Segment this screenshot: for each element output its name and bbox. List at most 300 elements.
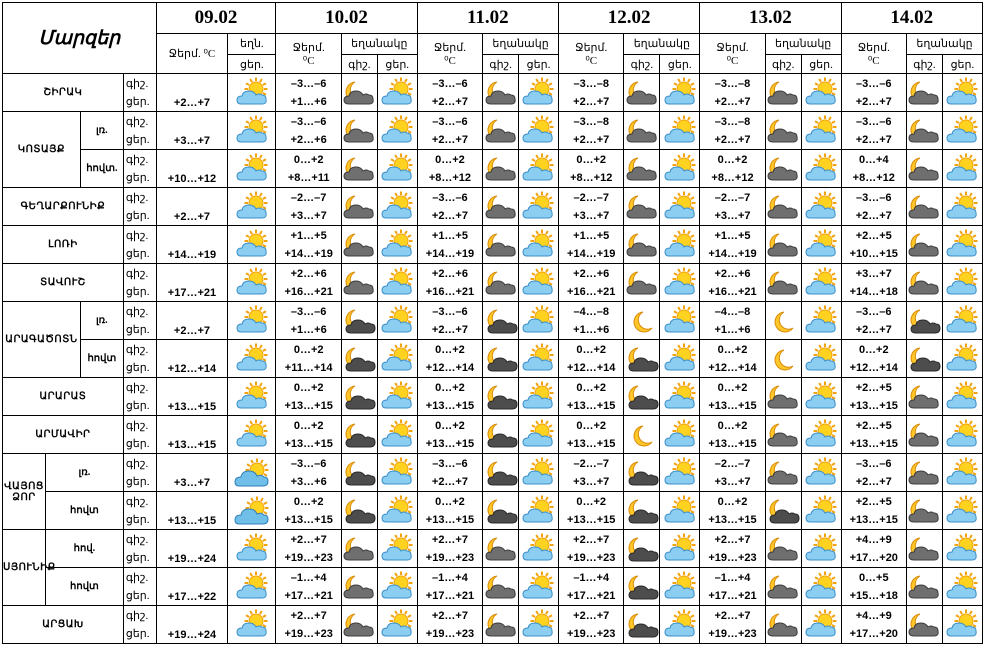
temperature-value: 0…+2 +13…+15	[700, 378, 766, 416]
moon-cloud-icon	[624, 340, 660, 378]
temperature-value: +17…+22	[156, 568, 228, 606]
time-of-day-labels: գիշ. ցեր.	[123, 74, 156, 112]
temperature-value: 0…+2 +13…+15	[417, 416, 483, 454]
sun-cloud-icon	[942, 264, 982, 302]
night-subheader: գիշ.	[765, 55, 801, 74]
temperature-value: 0…+2 +11…+14	[276, 340, 342, 378]
moon-cloud-icon	[341, 492, 377, 530]
sun-cloud-icon	[228, 340, 276, 378]
region-name: ԿՈՏԱՅՔ	[3, 112, 81, 188]
time-of-day-labels: գիշ. ցեր.	[123, 150, 156, 188]
sun-cloud-icon	[660, 226, 700, 264]
region-name: ՎԱՅՈՑ ՁՈՐ	[3, 454, 46, 530]
sun-cloud-icon	[660, 340, 700, 378]
region-name: ԱՐԱԳԱԾՈՏՆ	[3, 302, 81, 378]
time-of-day-labels: գիշ. ցեր.	[123, 340, 156, 378]
moon-cloud-icon	[907, 340, 943, 378]
moon-cloud-icon	[765, 378, 801, 416]
temperature-value: +1…+5 +14…+19	[417, 226, 483, 264]
sun-cloud-icon	[660, 188, 700, 226]
temperature-value: –2…–7 +3…+7	[276, 188, 342, 226]
sun-cloud-icon	[801, 264, 841, 302]
cloud-sun-icon	[228, 492, 276, 530]
moon-cloud-icon	[907, 302, 943, 340]
moon-cloud-icon	[765, 416, 801, 454]
weather-header: եղանակը	[624, 34, 700, 55]
table-row	[3, 302, 983, 340]
moon-cloud-icon	[483, 340, 519, 378]
time-of-day-labels: գիշ. ցեր.	[123, 416, 156, 454]
temperature-value: +3…+7	[156, 112, 228, 150]
region-subzone: հովտ	[46, 492, 124, 530]
sun-cloud-icon	[801, 74, 841, 112]
temperature-value: +2…+7 +19…+23	[276, 606, 342, 644]
temperature-value: 0…+2 +13…+15	[417, 492, 483, 530]
sun-cloud-icon	[660, 606, 700, 644]
temperature-value: +2…+7 +19…+23	[417, 606, 483, 644]
sun-cloud-icon	[377, 226, 417, 264]
weather-header: եղանակը	[483, 34, 559, 55]
sun-cloud-icon	[228, 302, 276, 340]
temp-header: Ջերմ. ⁰C	[156, 34, 228, 74]
moon-cloud-icon	[624, 112, 660, 150]
time-of-day-labels: գիշ. ցեր.	[123, 492, 156, 530]
moon-cloud-icon	[483, 188, 519, 226]
moon-cloud-icon	[907, 226, 943, 264]
region-name: ՏԱՎՈՒՇ	[3, 264, 124, 302]
sun-cloud-icon	[801, 188, 841, 226]
moon-cloud-icon	[907, 492, 943, 530]
moon-cloud-icon	[341, 302, 377, 340]
sun-cloud-icon	[660, 492, 700, 530]
temperature-value: –3…–6 +1…+6	[276, 302, 342, 340]
moon-cloud-icon	[907, 264, 943, 302]
sun-cloud-icon	[228, 606, 276, 644]
temperature-value: –3…–6 +2…+7	[841, 112, 907, 150]
sun-cloud-icon	[377, 112, 417, 150]
temperature-value: +2…+5 +13…+15	[841, 416, 907, 454]
temperature-value: –3…–6 +2…+7	[841, 302, 907, 340]
moon-cloud-icon	[624, 226, 660, 264]
moon-cloud-icon	[765, 226, 801, 264]
sun-cloud-icon	[519, 226, 559, 264]
moon-cloud-icon	[624, 302, 660, 340]
sun-cloud-icon	[377, 378, 417, 416]
night-subheader: գիշ.	[907, 55, 943, 74]
night-subheader: գիշ.	[624, 55, 660, 74]
sun-cloud-icon	[801, 530, 841, 568]
region-name: ԱՐՑԱԽ	[3, 606, 124, 644]
temperature-value: 0…+5 +15…+18	[841, 568, 907, 606]
day-subheader: ցեր.	[801, 55, 841, 74]
moon-cloud-icon	[341, 454, 377, 492]
moon-cloud-icon	[483, 378, 519, 416]
temperature-value: –3…–6 +2…+7	[417, 74, 483, 112]
sun-cloud-icon	[660, 454, 700, 492]
temperature-value: –3…–6 +1…+6	[276, 74, 342, 112]
temperature-value: –3…–8 +2…+7	[700, 112, 766, 150]
temperature-value: –3…–6 +2…+6	[276, 112, 342, 150]
temperature-value: 0…+2 +12…+14	[700, 340, 766, 378]
sun-cloud-icon	[228, 226, 276, 264]
sun-cloud-icon	[377, 492, 417, 530]
temperature-value: 0…+4 +8…+12	[841, 150, 907, 188]
temperature-value: +14…+19	[156, 226, 228, 264]
moon-cloud-icon	[765, 606, 801, 644]
moon-cloud-icon	[341, 74, 377, 112]
table-row	[3, 568, 983, 606]
sun-cloud-icon	[801, 606, 841, 644]
sun-cloud-icon	[942, 74, 982, 112]
sun-cloud-icon	[801, 416, 841, 454]
sun-cloud-icon	[660, 74, 700, 112]
temperature-value: –2…–7 +3…+7	[700, 188, 766, 226]
temperature-value: +19…+24	[156, 530, 228, 568]
sun-cloud-icon	[519, 340, 559, 378]
temperature-value: –3…–6 +2…+7	[417, 112, 483, 150]
region-name: ՍՅՈՒՆԻՔ	[3, 530, 46, 606]
sun-cloud-icon	[228, 112, 276, 150]
temperature-value: –3…–8 +2…+7	[558, 112, 624, 150]
moon-cloud-icon	[907, 378, 943, 416]
sun-cloud-icon	[801, 378, 841, 416]
temperature-value: –1…+4 +17…+21	[417, 568, 483, 606]
temperature-value: +2…+7 +19…+23	[700, 606, 766, 644]
weather-header: եղանակը	[341, 34, 417, 55]
table-row	[3, 264, 983, 302]
table-title: Մարզեր	[3, 3, 157, 74]
temperature-value: +2…+6 +16…+21	[276, 264, 342, 302]
table-row	[3, 606, 983, 644]
moon-cloud-icon	[483, 264, 519, 302]
sun-cloud-icon	[801, 492, 841, 530]
weather-header: եղանակը	[907, 34, 983, 55]
region-subzone: հովտ	[46, 568, 124, 606]
temperature-value: +2…+6 +16…+21	[417, 264, 483, 302]
moon-cloud-icon	[907, 568, 943, 606]
temperature-value: 0…+2 +13…+15	[558, 492, 624, 530]
time-of-day-labels: գիշ. ցեր.	[123, 378, 156, 416]
temp-header: Ջերմ. ⁰C	[558, 34, 624, 74]
temp-header: Ջերմ. ⁰C	[276, 34, 342, 74]
temperature-value: +17…+21	[156, 264, 228, 302]
moon-cloud-icon	[765, 188, 801, 226]
temperature-value: 0…+2 +13…+15	[276, 492, 342, 530]
moon-cloud-icon	[483, 302, 519, 340]
date-header: 12.02	[558, 3, 699, 34]
sun-cloud-icon	[801, 112, 841, 150]
moon-cloud-icon	[907, 454, 943, 492]
moon-cloud-icon	[624, 492, 660, 530]
sun-cloud-icon	[519, 74, 559, 112]
sun-cloud-icon	[660, 302, 700, 340]
moon-cloud-icon	[765, 530, 801, 568]
sun-cloud-icon	[942, 568, 982, 606]
sun-cloud-icon	[660, 416, 700, 454]
moon-cloud-icon	[765, 74, 801, 112]
time-of-day-labels: գիշ. ցեր.	[123, 226, 156, 264]
temperature-value: –2…–7 +3…+7	[700, 454, 766, 492]
temperature-value: +3…+7	[156, 454, 228, 492]
moon-cloud-icon	[483, 530, 519, 568]
sun-cloud-icon	[377, 264, 417, 302]
temperature-value: 0…+2 +13…+15	[558, 416, 624, 454]
sun-cloud-icon	[377, 150, 417, 188]
temperature-value: +3…+7 +14…+18	[841, 264, 907, 302]
moon-cloud-icon	[483, 226, 519, 264]
sun-cloud-icon	[942, 226, 982, 264]
sun-cloud-icon	[519, 606, 559, 644]
day-subheader: ցեր.	[519, 55, 559, 74]
sun-cloud-icon	[519, 150, 559, 188]
forecast-body	[3, 74, 983, 644]
temperature-value: –3…–8 +2…+7	[700, 74, 766, 112]
temperature-value: 0…+2 +8…+12	[417, 150, 483, 188]
temperature-value: +1…+5 +14…+19	[558, 226, 624, 264]
time-of-day-labels: գիշ. ցեր.	[123, 568, 156, 606]
time-of-day-labels: գիշ. ցեր.	[123, 112, 156, 150]
temperature-value: 0…+2 +12…+14	[558, 340, 624, 378]
sun-cloud-icon	[801, 568, 841, 606]
sun-cloud-icon	[228, 378, 276, 416]
moon-cloud-icon	[907, 188, 943, 226]
moon-cloud-icon	[624, 264, 660, 302]
moon-cloud-icon	[624, 606, 660, 644]
sun-cloud-icon	[660, 150, 700, 188]
sun-cloud-icon	[942, 150, 982, 188]
moon-cloud-icon	[907, 606, 943, 644]
moon-cloud-icon	[907, 112, 943, 150]
temperature-value: 0…+2 +12…+14	[417, 340, 483, 378]
moon-cloud-icon	[765, 340, 801, 378]
date-header: 10.02	[276, 3, 417, 34]
moon-cloud-icon	[907, 74, 943, 112]
temperature-value: +2…+7	[156, 302, 228, 340]
moon-cloud-icon	[341, 264, 377, 302]
sun-cloud-icon	[228, 530, 276, 568]
moon-cloud-icon	[624, 74, 660, 112]
temperature-value: +2…+5 +13…+15	[841, 378, 907, 416]
sun-cloud-icon	[801, 454, 841, 492]
sun-cloud-icon	[377, 416, 417, 454]
region-subzone: լռ.	[80, 302, 123, 340]
sun-cloud-icon	[801, 150, 841, 188]
region-subzone: լռ.	[46, 454, 124, 492]
moon-cloud-icon	[483, 492, 519, 530]
temperature-value: +12…+14	[156, 340, 228, 378]
moon-cloud-icon	[483, 74, 519, 112]
region-subzone: հով.	[46, 530, 124, 568]
moon-cloud-icon	[624, 188, 660, 226]
moon-cloud-icon	[341, 416, 377, 454]
temp-header: Ջերմ. ⁰C	[841, 34, 907, 74]
sun-cloud-icon	[377, 568, 417, 606]
sun-cloud-icon	[519, 492, 559, 530]
sun-cloud-icon	[377, 188, 417, 226]
temperature-value: +2…+7 +19…+23	[558, 530, 624, 568]
temperature-value: 0…+2 +12…+14	[841, 340, 907, 378]
temperature-value: +13…+15	[156, 416, 228, 454]
moon-cloud-icon	[483, 454, 519, 492]
sun-cloud-icon	[519, 568, 559, 606]
temp-header: Ջերմ. ⁰C	[700, 34, 766, 74]
sun-cloud-icon	[942, 606, 982, 644]
sun-cloud-icon	[942, 492, 982, 530]
sun-cloud-icon	[377, 530, 417, 568]
moon-cloud-icon	[624, 150, 660, 188]
temperature-value: –3…–6 +2…+7	[417, 188, 483, 226]
moon-cloud-icon	[341, 378, 377, 416]
moon-cloud-icon	[624, 454, 660, 492]
weather-header: եղն.	[228, 34, 276, 55]
temperature-value: +2…+5 +10…+15	[841, 226, 907, 264]
table-row	[3, 492, 983, 530]
sun-cloud-icon	[519, 454, 559, 492]
temperature-value: –3…–6 +2…+7	[417, 454, 483, 492]
table-row	[3, 454, 983, 492]
time-of-day-labels: գիշ. ցեր.	[123, 188, 156, 226]
sun-cloud-icon	[801, 340, 841, 378]
night-subheader: գիշ.	[483, 55, 519, 74]
temperature-value: –1…+4 +17…+21	[558, 568, 624, 606]
sun-cloud-icon	[519, 530, 559, 568]
sun-cloud-icon	[660, 568, 700, 606]
moon-cloud-icon	[765, 492, 801, 530]
temperature-value: –2…–7 +3…+7	[558, 454, 624, 492]
date-header: 13.02	[700, 3, 841, 34]
moon-cloud-icon	[765, 568, 801, 606]
moon-cloud-icon	[907, 416, 943, 454]
forecast-table	[2, 2, 983, 644]
temperature-value: +2…+7 +19…+23	[558, 606, 624, 644]
moon-cloud-icon	[907, 150, 943, 188]
sun-cloud-icon	[942, 378, 982, 416]
time-of-day-labels: գիշ. ցեր.	[123, 302, 156, 340]
moon-cloud-icon	[483, 568, 519, 606]
temperature-value: 0…+2 +8…+12	[558, 150, 624, 188]
moon-cloud-icon	[483, 606, 519, 644]
sun-cloud-icon	[660, 112, 700, 150]
cloud-sun-icon	[228, 454, 276, 492]
sun-cloud-icon	[942, 112, 982, 150]
temperature-value: –4…–8 +1…+6	[558, 302, 624, 340]
temperature-value: 0…+2 +13…+15	[558, 378, 624, 416]
sun-cloud-icon	[519, 416, 559, 454]
temperature-value: 0…+2 +13…+15	[417, 378, 483, 416]
date-header: 14.02	[841, 3, 982, 34]
night-subheader: գիշ.	[341, 55, 377, 74]
sun-cloud-icon	[228, 264, 276, 302]
temperature-value: –3…–6 +2…+7	[417, 302, 483, 340]
temp-header: Ջերմ. ⁰C	[417, 34, 483, 74]
sun-cloud-icon	[801, 302, 841, 340]
day-subheader: ցեր.	[660, 55, 700, 74]
temperature-value: +4…+9 +17…+20	[841, 530, 907, 568]
sun-cloud-icon	[377, 74, 417, 112]
temperature-value: +13…+15	[156, 492, 228, 530]
moon-cloud-icon	[765, 150, 801, 188]
table-row	[3, 150, 983, 188]
table-row	[3, 112, 983, 150]
moon-cloud-icon	[341, 112, 377, 150]
sun-cloud-icon	[942, 340, 982, 378]
sun-cloud-icon	[660, 264, 700, 302]
weather-header: եղանակը	[765, 34, 841, 55]
sun-cloud-icon	[519, 378, 559, 416]
temperature-value: +2…+7 +19…+23	[417, 530, 483, 568]
moon-cloud-icon	[483, 416, 519, 454]
temperature-value: –3…–6 +2…+7	[841, 188, 907, 226]
sun-cloud-icon	[942, 416, 982, 454]
sun-cloud-icon	[228, 150, 276, 188]
moon-cloud-icon	[624, 530, 660, 568]
temperature-value: +1…+5 +14…+19	[700, 226, 766, 264]
sun-cloud-icon	[377, 302, 417, 340]
day-subheader: ցեր.	[377, 55, 417, 74]
sun-cloud-icon	[942, 530, 982, 568]
moon-cloud-icon	[341, 530, 377, 568]
temperature-value: –3…–6 +3…+6	[276, 454, 342, 492]
date-header: 09.02	[156, 3, 276, 34]
temperature-value: –1…+4 +17…+21	[700, 568, 766, 606]
moon-cloud-icon	[765, 112, 801, 150]
sun-cloud-icon	[377, 606, 417, 644]
moon-cloud-icon	[483, 150, 519, 188]
temperature-value: +2…+6 +16…+21	[558, 264, 624, 302]
region-name: ԼՈՌԻ	[3, 226, 124, 264]
sun-cloud-icon	[519, 188, 559, 226]
moon-cloud-icon	[765, 302, 801, 340]
day-subheader: ցեր.	[942, 55, 982, 74]
moon-cloud-icon	[341, 188, 377, 226]
temperature-value: +4…+9 +17…+20	[841, 606, 907, 644]
table-row	[3, 226, 983, 264]
sun-cloud-icon	[942, 188, 982, 226]
sun-cloud-icon	[228, 188, 276, 226]
temperature-value: +1…+5 +14…+19	[276, 226, 342, 264]
date-header: 11.02	[417, 3, 558, 34]
moon-cloud-icon	[765, 454, 801, 492]
moon-cloud-icon	[341, 568, 377, 606]
temperature-value: –1…+4 +17…+21	[276, 568, 342, 606]
table-row	[3, 74, 983, 112]
moon-cloud-icon	[624, 378, 660, 416]
time-of-day-labels: գիշ. ցեր.	[123, 264, 156, 302]
sun-cloud-icon	[228, 416, 276, 454]
temperature-value: +19…+24	[156, 606, 228, 644]
sun-cloud-icon	[519, 302, 559, 340]
temperature-value: +10…+12	[156, 150, 228, 188]
temperature-value: +2…+6 +16…+21	[700, 264, 766, 302]
sun-cloud-icon	[942, 302, 982, 340]
temperature-value: 0…+2 +13…+15	[276, 416, 342, 454]
sun-cloud-icon	[942, 454, 982, 492]
temperature-value: 0…+2 +13…+15	[700, 492, 766, 530]
table-row	[3, 188, 983, 226]
temperature-value: –3…–6 +2…+7	[841, 74, 907, 112]
temperature-value: 0…+2 +8…+11	[276, 150, 342, 188]
temperature-value: +2…+7 +19…+23	[276, 530, 342, 568]
temperature-value: 0…+2 +8…+12	[700, 150, 766, 188]
temperature-value: –3…–8 +2…+7	[558, 74, 624, 112]
temperature-value: 0…+2 +13…+15	[700, 416, 766, 454]
sun-cloud-icon	[660, 530, 700, 568]
temperature-value: +2…+5 +13…+15	[841, 492, 907, 530]
moon-cloud-icon	[341, 226, 377, 264]
temperature-value: –3…–6 +2…+7	[841, 454, 907, 492]
moon-cloud-icon	[765, 264, 801, 302]
temperature-value: +2…+7	[156, 188, 228, 226]
